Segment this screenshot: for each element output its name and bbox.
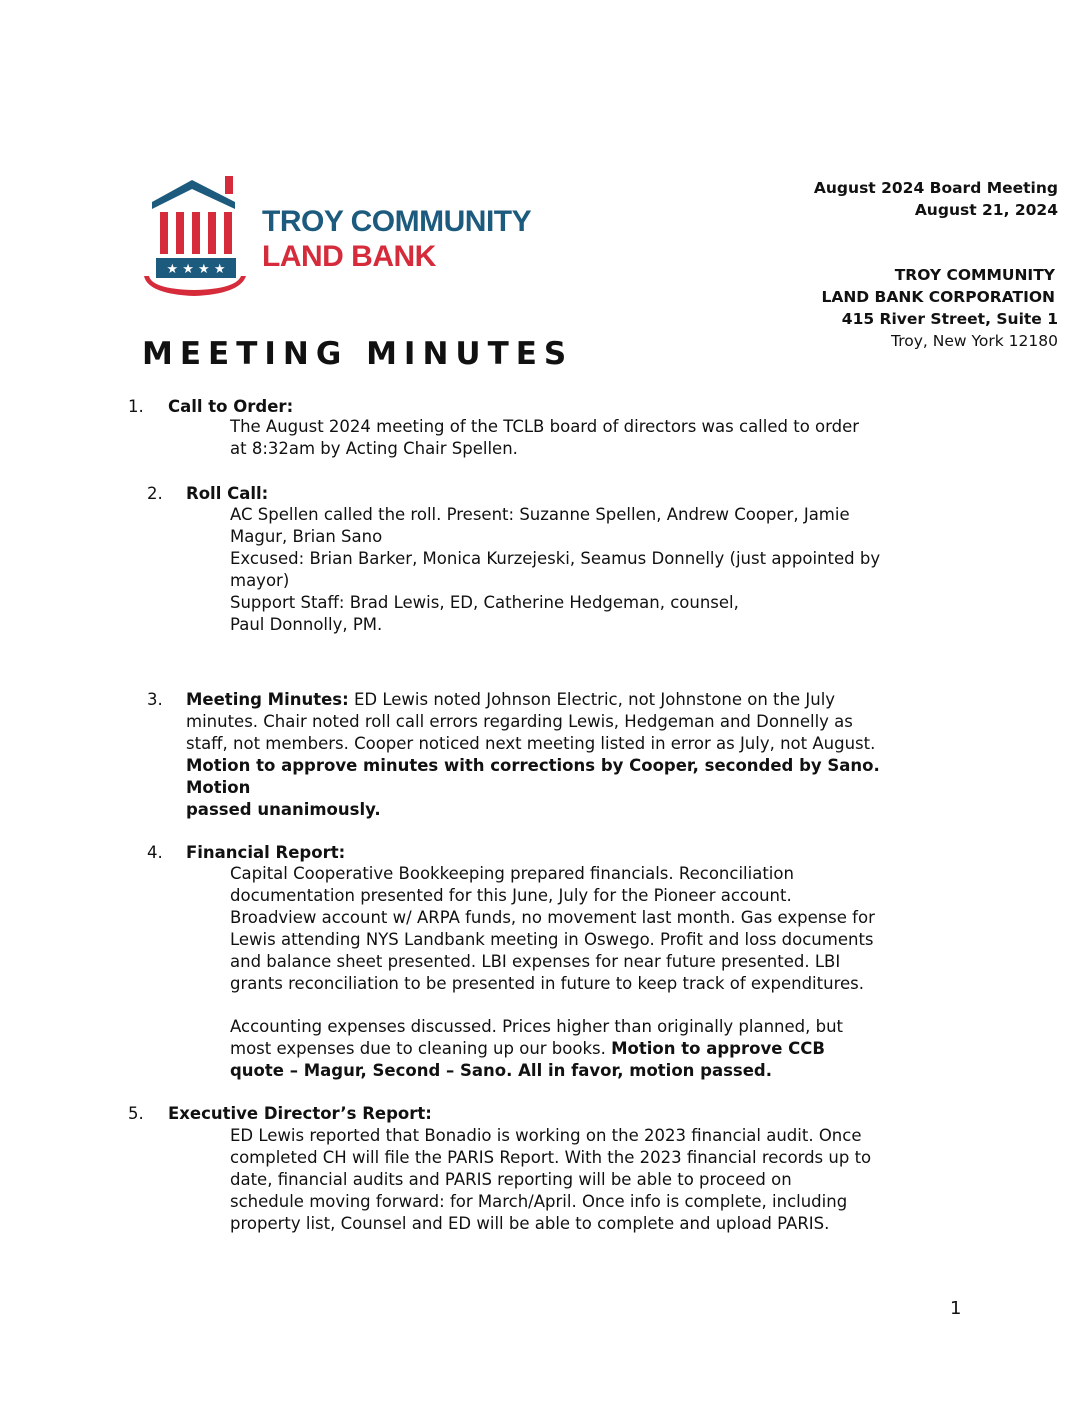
text-line: documentation presented for this June, July for the Pioneer account. [230, 886, 792, 905]
section-call-to-order [128, 396, 144, 418]
motion-line: passed unanimously. [186, 800, 381, 819]
text-line: minutes. Chair noted roll call errors regarding Lewis, Hedgeman and Donnelly as [186, 712, 853, 731]
text-line: and balance sheet presented. LBI expenses for near future presented. LBI [230, 952, 841, 971]
section-heading: Roll Call: [186, 484, 269, 503]
section-number: 2. [147, 484, 163, 503]
text-line: schedule moving forward: for March/April. Once info is complete, including [230, 1192, 848, 1211]
text-line: grants reconciliation to be presented in future to keep track of expenditures. [230, 974, 864, 993]
section-body [230, 416, 895, 460]
text-line: at 8:32am by Acting Chair Spellen. [230, 439, 518, 458]
text-line: completed CH will file the PARIS Report. With the 2023 financial records up to [230, 1148, 872, 1167]
text-line: Broadview account w/ ARPA funds, no movement last month. Gas expense for [230, 908, 875, 927]
org-address-line1: 415 River Street, Suite 1 [841, 310, 1058, 328]
section-number: 4. [147, 843, 163, 862]
logo-text-line1: TROY COMMUNITY [262, 205, 532, 238]
text-line: AC Spellen called the roll. Present: Suzanne Spellen, Andrew Cooper, Jamie [230, 505, 850, 524]
section-number: 3. [147, 690, 163, 709]
text-line: ED Lewis reported that Bonadio is working on the 2023 financial audit. Once [230, 1126, 862, 1145]
text-line: staff, not members. Cooper noticed next meeting listed in error as July, not August. [186, 734, 876, 753]
section-body [230, 504, 895, 636]
meeting-name: August 2024 Board Meeting [813, 179, 1058, 197]
text-line: date, financial audits and PARIS reporting will be able to proceed on [230, 1170, 792, 1189]
section-body [186, 689, 906, 821]
org-name-line2: LAND BANK CORPORATION [821, 288, 1055, 306]
text-line: Lewis attending NYS Landbank meeting in Oswego. Profit and loss documents [230, 930, 874, 949]
org-name-line1: TROY COMMUNITY [894, 266, 1055, 284]
text-line: mayor) [230, 571, 290, 590]
text-line: Capital Cooperative Bookkeeping prepared financials. Reconciliation [230, 864, 794, 883]
section-number: 1. [128, 397, 144, 416]
motion-line: Motion to approve minutes with corrections by Cooper, seconded by Sano. Motion [186, 756, 880, 797]
text-line [186, 689, 906, 711]
logo-text-line2: LAND BANK [262, 240, 436, 273]
motion-text: Motion to approve CCB [611, 1039, 825, 1058]
text-line [230, 1038, 895, 1060]
meeting-date: August 21, 2024 [914, 201, 1058, 219]
text-line: property list, Counsel and ED will be able to complete and upload PARIS. [230, 1214, 830, 1233]
section-heading: Executive Director’s Report: [168, 1104, 432, 1123]
text-line: The August 2024 meeting of the TCLB board of directors was called to order [230, 417, 860, 436]
text-line: Accounting expenses discussed. Prices higher than originally planned, but [230, 1017, 844, 1036]
org-address-line2: Troy, New York 12180 [891, 332, 1058, 350]
section-heading: Call to Order: [168, 397, 294, 416]
text-line: Magur, Brian Sano [230, 527, 383, 546]
svg-text:★ ★ ★ ★: ★ ★ ★ ★ [166, 262, 226, 277]
section-heading: Financial Report: [186, 843, 346, 862]
text-line: Paul Donnolly, PM. [230, 615, 383, 634]
section-number: 5. [128, 1104, 144, 1123]
page-title: MEETING MINUTES [142, 336, 574, 372]
section-body [230, 1125, 895, 1235]
page-number: 1 [950, 1298, 962, 1319]
text-line: Support Staff: Brad Lewis, ED, Catherine Hedgeman, counsel, [230, 593, 739, 612]
text-line: Excused: Brian Barker, Monica Kurzejeski, Seamus Donnelly (just appointed by [230, 549, 881, 568]
text-span: ED Lewis noted Johnson Electric, not Johnstone on the July [348, 690, 836, 709]
text-span: most expenses due to cleaning up our books. [230, 1039, 612, 1058]
motion-line: quote – Magur, Second – Sano. All in favor, motion passed. [230, 1061, 773, 1080]
section-heading: Meeting Minutes: [186, 690, 349, 709]
section-body [230, 863, 895, 1082]
